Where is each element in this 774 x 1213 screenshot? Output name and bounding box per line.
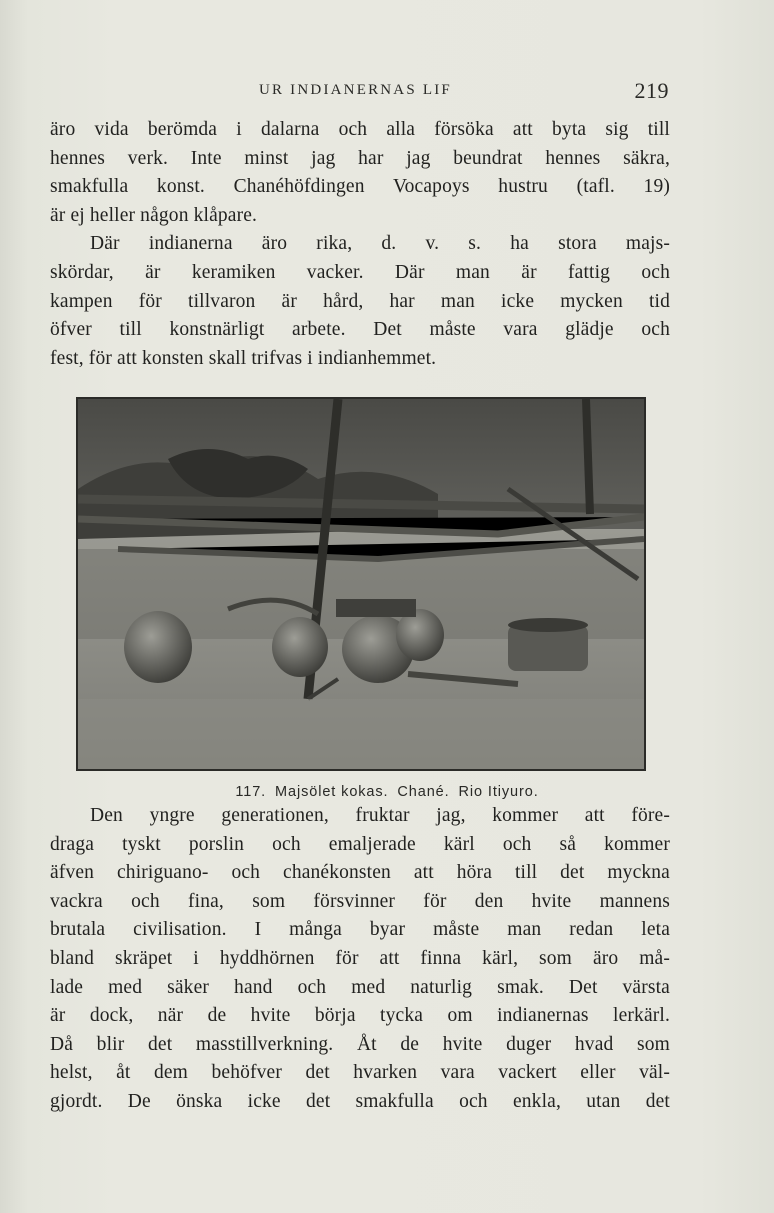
text-line: öfver till konstnärligt arbete. Det måste vara glädje och xyxy=(50,319,670,341)
text-line: kampen för tillvaron är hård, har man icke mycken tid xyxy=(50,290,670,312)
paragraph-2 xyxy=(50,802,670,1117)
figure-place: Chané. xyxy=(397,784,450,800)
text-line: bland skräpet i hyddhörnen för att finna kärl, som äro må- xyxy=(50,947,670,969)
text-line: skördar, är keramiken vacker. Där man är fattig och xyxy=(50,261,670,283)
page-header xyxy=(0,78,774,108)
photograph-pots-by-fence xyxy=(76,397,646,771)
paragraph-1 xyxy=(50,116,670,373)
text-line: smakfulla konst. Chanéhöfdingen Vocapoys hustru (tafl. 19) xyxy=(50,176,670,198)
text-line: helst, åt dem behöfver det hvarken vara vackert eller väl- xyxy=(50,1062,670,1084)
text-line: Den yngre generationen, fruktar jag, kommer att före- xyxy=(90,805,670,826)
text-line: hennes verk. Inte minst jag har jag beundrat hennes säkra, xyxy=(50,147,670,169)
figure-river: Rio Itiyuro. xyxy=(458,784,539,800)
running-title: UR INDIANERNAS LIF xyxy=(259,82,452,98)
text-line: äro vida berömda i dalarna och alla försöka att byta sig till xyxy=(50,119,670,140)
text-line: är ej heller någon klåpare. xyxy=(50,204,258,226)
text-line: draga tyskt porslin och emaljerade kärl och så kommer xyxy=(50,833,670,855)
text-line: Där indianerna äro rika, d. v. s. ha stora majs- xyxy=(90,233,670,255)
figure-caption-text: Majsölet kokas. xyxy=(275,784,389,800)
text-line: äfven chiriguano- och chanékonsten att höra till det myckna xyxy=(50,862,670,884)
text-line: lade med säker hand och med naturlig smak. Det värsta xyxy=(50,976,670,998)
figure-number: 117. xyxy=(235,784,267,800)
figure-caption xyxy=(0,784,774,800)
page-number: 219 xyxy=(634,78,669,103)
text-line: vackra och fina, som försvinner för den hvite mannens xyxy=(50,890,670,912)
text-line: är dock, när de hvite börja tycka om indianernas lerkärl. xyxy=(50,1005,670,1027)
text-line: fest, för att konsten skall trifvas i indianhemmet. xyxy=(50,347,437,369)
text-line: gjordt. De önska icke det smakfulla och enkla, utan det xyxy=(50,1090,670,1112)
text-line: brutala civilisation. I många byar måste man redan leta xyxy=(50,919,670,941)
text-line: Då blir det masstillverkning. Åt de hvite duger hvad som xyxy=(50,1033,670,1055)
